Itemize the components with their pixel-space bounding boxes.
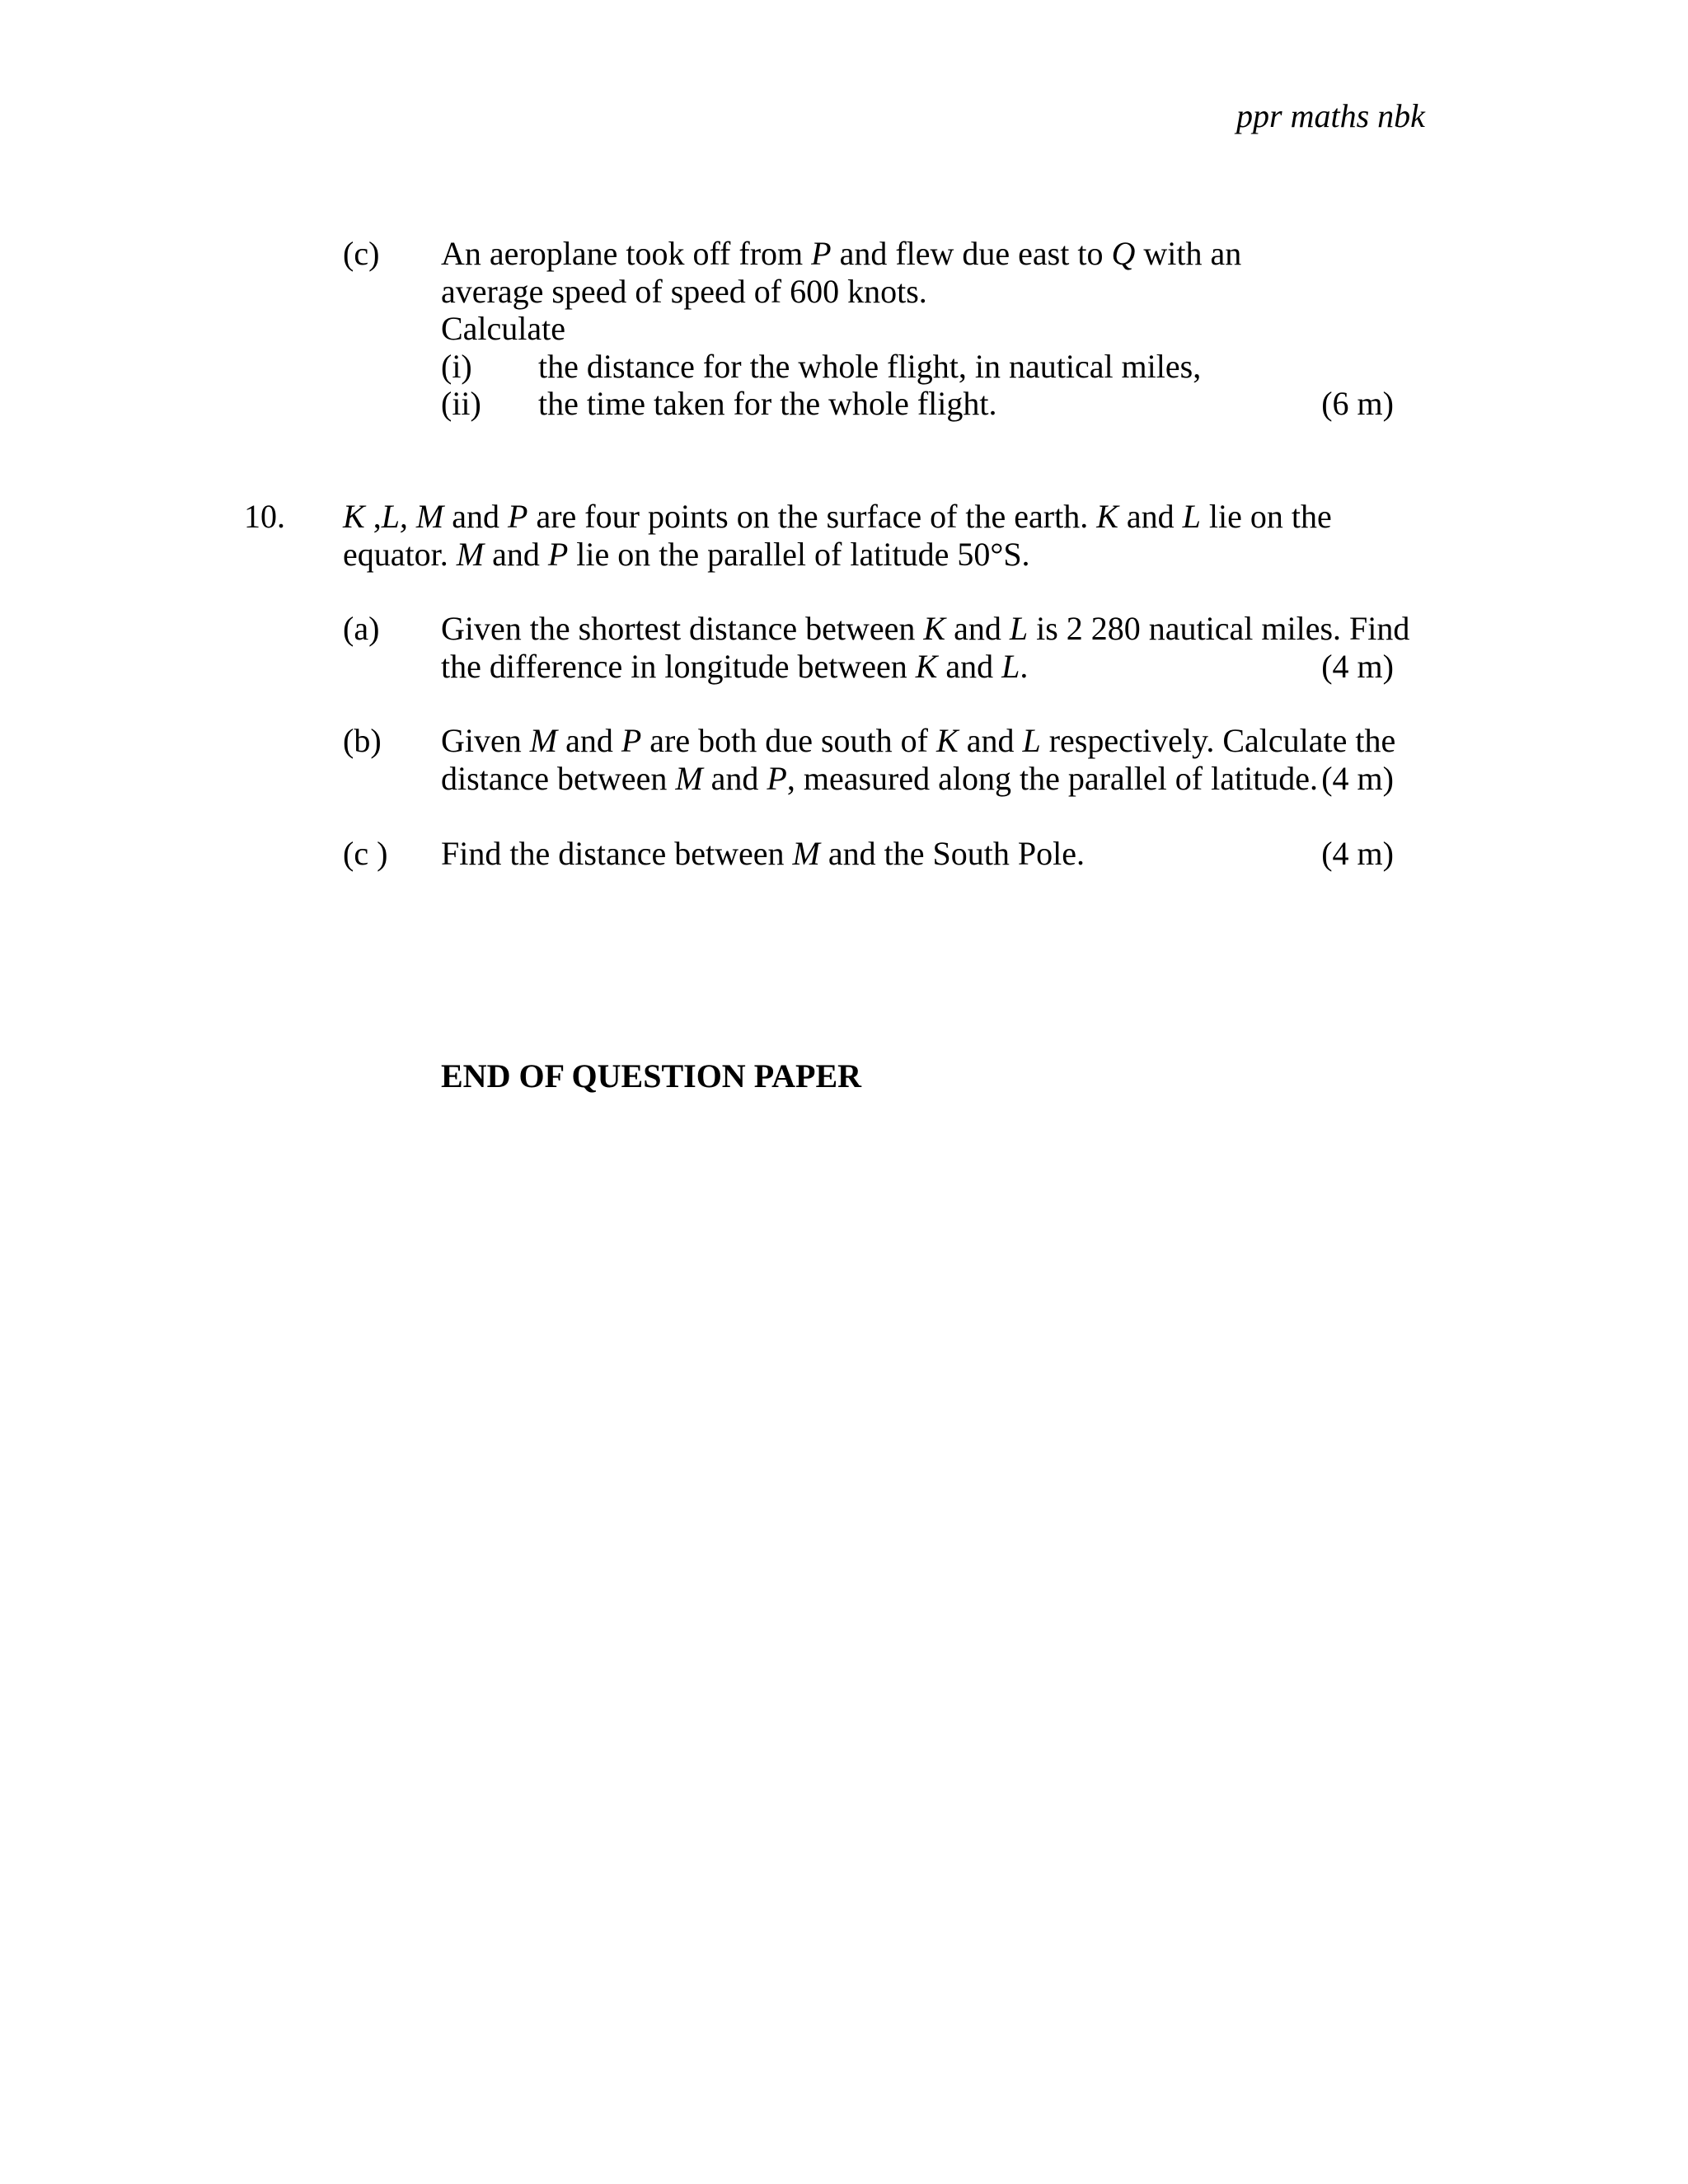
q10c-label: (c ) xyxy=(343,835,388,872)
q9c-sub-ii-text: the time taken for the whole flight. xyxy=(538,385,997,422)
end-of-paper-heading: END OF QUESTION PAPER xyxy=(441,1057,862,1094)
q10c-line1: Find the distance between M and the South Pole. xyxy=(441,835,1085,872)
q9c-marks: (6 m) xyxy=(1321,385,1394,422)
q10b-label: (b) xyxy=(343,722,382,759)
q10b-marks: (4 m) xyxy=(1321,760,1394,797)
q10-intro-line2: equator. M and P lie on the parallel of latitude 50°S. xyxy=(343,536,1030,573)
q10c-marks: (4 m) xyxy=(1321,835,1394,872)
q10b-line2: distance between M and P, measured along the parallel of latitude. xyxy=(441,760,1319,797)
q10a-label: (a) xyxy=(343,610,380,647)
q9c-line2: average speed of speed of 600 knots. xyxy=(441,273,927,310)
q9c-sub-ii-label: (ii) xyxy=(441,385,481,422)
q9c-line1: An aeroplane took off from P and flew due east to Q with an xyxy=(441,235,1242,272)
q10a-marks: (4 m) xyxy=(1321,648,1394,685)
q9c-sub-i-text: the distance for the whole flight, in nautical miles, xyxy=(538,348,1202,385)
q9c-sub-i-label: (i) xyxy=(441,348,472,385)
q10b-line1: Given M and P are both due south of K and L respectively. Calculate the xyxy=(441,722,1396,759)
q10a-line1: Given the shortest distance between K and L is 2 280 nautical miles. Find xyxy=(441,610,1410,647)
q10-number: 10. xyxy=(244,498,285,535)
q9c-line3: Calculate xyxy=(441,310,566,347)
q9c-label: (c) xyxy=(343,235,380,272)
page-header: ppr maths nbk xyxy=(1236,97,1425,134)
q10a-line2: the difference in longitude between K and L. xyxy=(441,648,1029,685)
q10-intro-line1: K ,L, M and P are four points on the surface of the earth. K and L lie on the xyxy=(343,498,1332,535)
